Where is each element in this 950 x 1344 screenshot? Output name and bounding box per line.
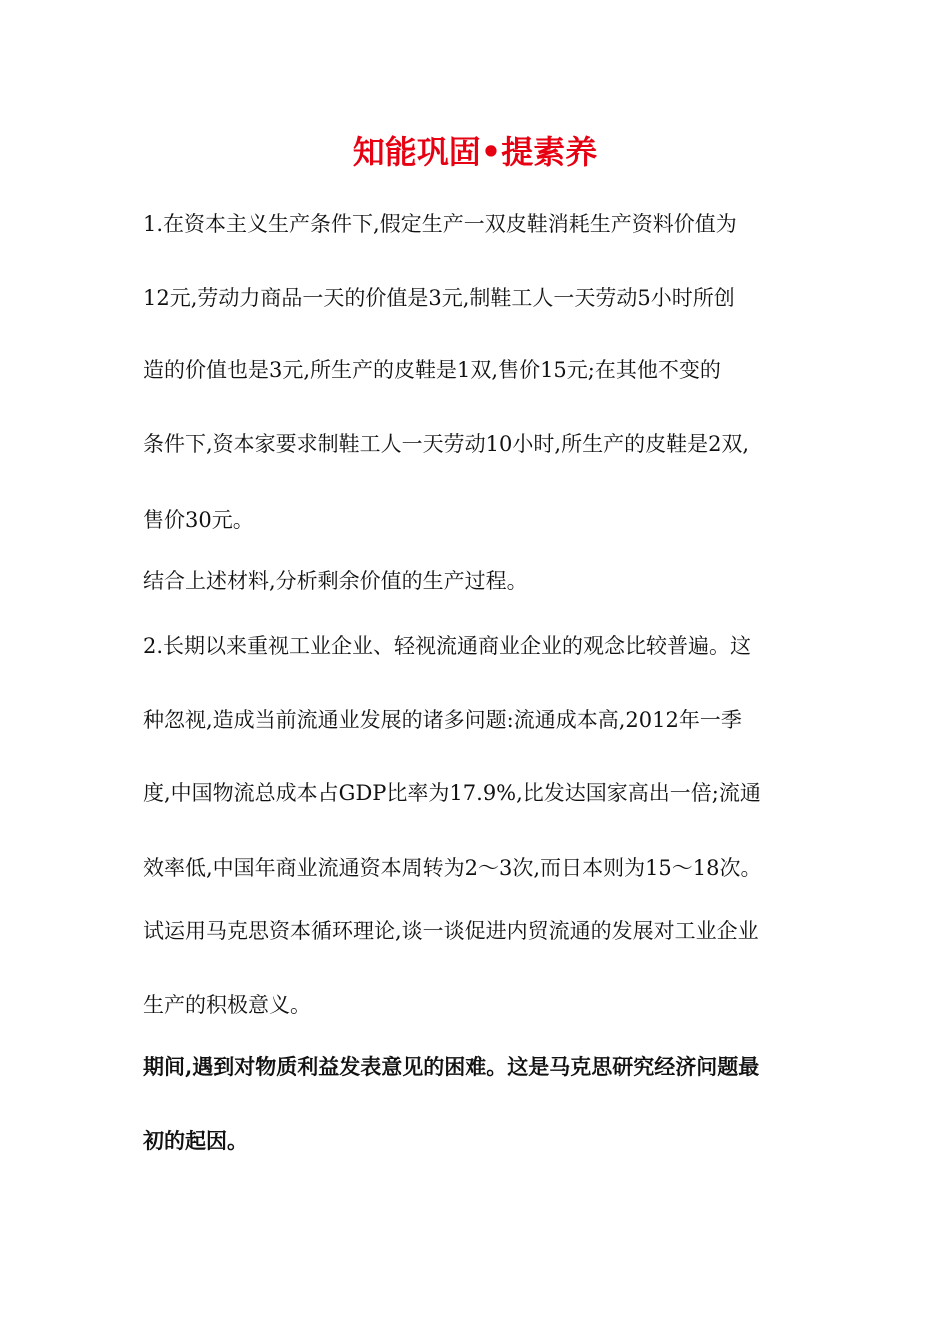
question-2-line-1: 2.长期以来重视工业企业、轻视流通商业企业的观念比较普遍。这 [143, 634, 752, 658]
question-1-line-3: 造的价值也是3元,所生产的皮鞋是1双,售价15元;在其他不变的 [143, 358, 721, 382]
question-1-prompt: 结合上述材料,分析剩余价值的生产过程。 [143, 569, 528, 593]
question-1-line-4: 条件下,资本家要求制鞋工人一天劳动10小时,所生产的皮鞋是2双, [143, 432, 750, 456]
question-2-line-3: 度,中国物流总成本占GDP比率为17.9%,比发达国家高出一倍;流通 [143, 781, 761, 805]
note-line-2: 初的起因。 [143, 1128, 248, 1153]
question-2-prompt-line-2: 生产的积极意义。 [143, 993, 311, 1017]
question-1-line-1: 1.在资本主义生产条件下,假定生产一双皮鞋消耗生产资料价值为 [143, 212, 737, 236]
question-1-line-5: 售价30元。 [143, 508, 254, 532]
note-line-1: 期间,遇到对物质利益发表意见的困难。这是马克思研究经济问题最 [143, 1054, 760, 1079]
question-2-line-2: 种忽视,造成当前流通业发展的诸多问题:流通成本高,2012年一季 [143, 708, 742, 732]
question-1-line-2: 12元,劳动力商品一天的价值是3元,制鞋工人一天劳动5小时所创 [143, 286, 735, 310]
page-title: 知能巩固•提素养 [352, 133, 598, 171]
question-2-line-4: 效率低,中国年商业流通资本周转为2～3次,而日本则为15～18次。 [143, 856, 762, 880]
question-2-prompt-line-1: 试运用马克思资本循环理论,谈一谈促进内贸流通的发展对工业企业 [143, 919, 759, 943]
